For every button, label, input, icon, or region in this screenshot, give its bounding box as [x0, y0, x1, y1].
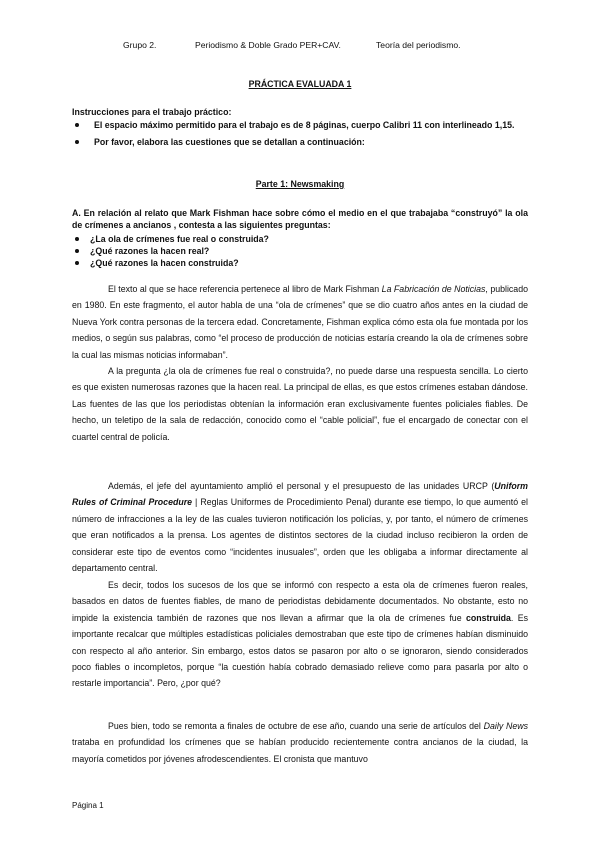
question-intro: A. En relación al relato que Mark Fishman hace sobre cómo el medio en el que trabajaba “construyó” la ola de crímenes a ancianos , contesta a las siguientes preguntas:	[72, 208, 528, 230]
paragraph-text: El texto al que se hace referencia pertenece al libro de Mark Fishman	[108, 284, 382, 294]
bold-term: construida	[465, 612, 511, 623]
page-number: Página 1	[72, 801, 104, 810]
question-item: ¿Qué razones la hacen construida?	[72, 257, 528, 269]
header-group: Grupo 2.	[123, 40, 157, 50]
instruction-item: El espacio máximo permitido para el trabajo es de 8 páginas, cuerpo Calibri 11 con interlineado 1,15.	[72, 119, 528, 132]
paragraph-1	[72, 281, 528, 363]
question-item: ¿Qué razones la hacen real?	[72, 245, 528, 257]
newspaper-name: Daily News	[483, 721, 528, 731]
instructions-title: Instrucciones para el trabajo práctico:	[72, 107, 232, 117]
part-title: Parte 1: Newsmaking	[255, 179, 345, 189]
header-degree: Periodismo & Doble Grado PER+CAV.	[195, 40, 341, 50]
paragraph-text: | Reglas Uniformes de Procedimiento Penal) durante ese tiempo, lo que aumentó el número de infracciones a la ley de las cuales tuvieron notificación los policías, y, por tanto, el número de crímenes que eran notificados a la prensa. Los agentes de distintos sectores de la ciudad incluso recibieron la orden de considerar este tipo de eventos como “incidentes inusuales”, orden que les obligaba a informar directamente al departamento central.	[72, 497, 528, 574]
paragraph-3	[72, 478, 528, 576]
question-item: ¿La ola de crímenes fue real o construida?	[72, 233, 528, 245]
paragraph-text: Es decir, todos los sucesos de los que se informó con respecto a esta ola de crímenes fueron reales, basados en datos de fuentes fiables, de mano de periodistas debidamente documentados. No obstante, esto no impide la existencia también de razones que nos llevan a afirmar que la ola de crímenes fue	[72, 580, 528, 623]
paragraph-text: Además, el jefe del ayuntamiento amplió el personal y el presupuesto de las unidades URCP (	[108, 481, 495, 491]
instructions-list	[72, 119, 528, 152]
document-title: PRÁCTICA EVALUADA 1	[248, 79, 352, 89]
paragraph-5	[72, 718, 528, 767]
paragraph-text: . Es importante recalcar que múltiples estadísticas policiales demostraban que este tipo de crímenes habían disminuido con respecto al año anterior. Sin embargo, estos datos se pasaron por alto o se ignoraron, siendo considerados poco fiables o incompletos, porque “la cuestión había cobrado demasiado relieve como para pasarla por alto o restarle importancia”. Pero, ¿por qué?	[72, 612, 528, 689]
italic-term: Uniform Rules of Criminal Procedure	[72, 481, 528, 508]
paragraph-text: , publicado en 1980. En este fragmento, el autor habla de una “ola de crímenes” que se dio cuatro años antes en la ciudad de Nueva York contra personas de la tercera edad. Concretamente, Fishman explica cómo esta ola fue montada por los medios, o según sus palabras, como “el proceso de producción de noticias estaría creando la ola de crímenes sobre la cual las mismas noticias informaban”.	[72, 284, 528, 360]
paragraph-4	[72, 577, 528, 692]
instruction-item: Por favor, elabora las cuestiones que se detallan a continuación:	[72, 136, 528, 149]
header-subject: Teoría del periodismo.	[376, 40, 461, 50]
book-title: La Fabricación de Noticias	[381, 284, 486, 294]
paragraph-2: A la pregunta ¿la ola de crímenes fue real o construida?, no puede darse una respuesta sencilla. Lo cierto es que existen numerosas razones que la hacen real. La principal de ellas, es que estos crímenes estaban dándose. Las fuentes de las que los periodistas obtenían la información eran exclusivamente fuentes policiales fiables. De hecho, un teletipo de la sala de redacción, conocido como el “cable policial”, fue el encargado de conectar con el cuartel central de policía.	[72, 366, 528, 442]
questions-list	[72, 233, 528, 270]
paragraph-text: trataba en profundidad los crímenes que se habían producido recientemente contra ancianos de la ciudad, la mayoría cometidos por jóvenes afrodescendientes. El cronista que mantuvo	[72, 737, 528, 764]
paragraph-text: Pues bien, todo se remonta a finales de octubre de ese año, cuando una serie de artículos del	[108, 721, 484, 731]
